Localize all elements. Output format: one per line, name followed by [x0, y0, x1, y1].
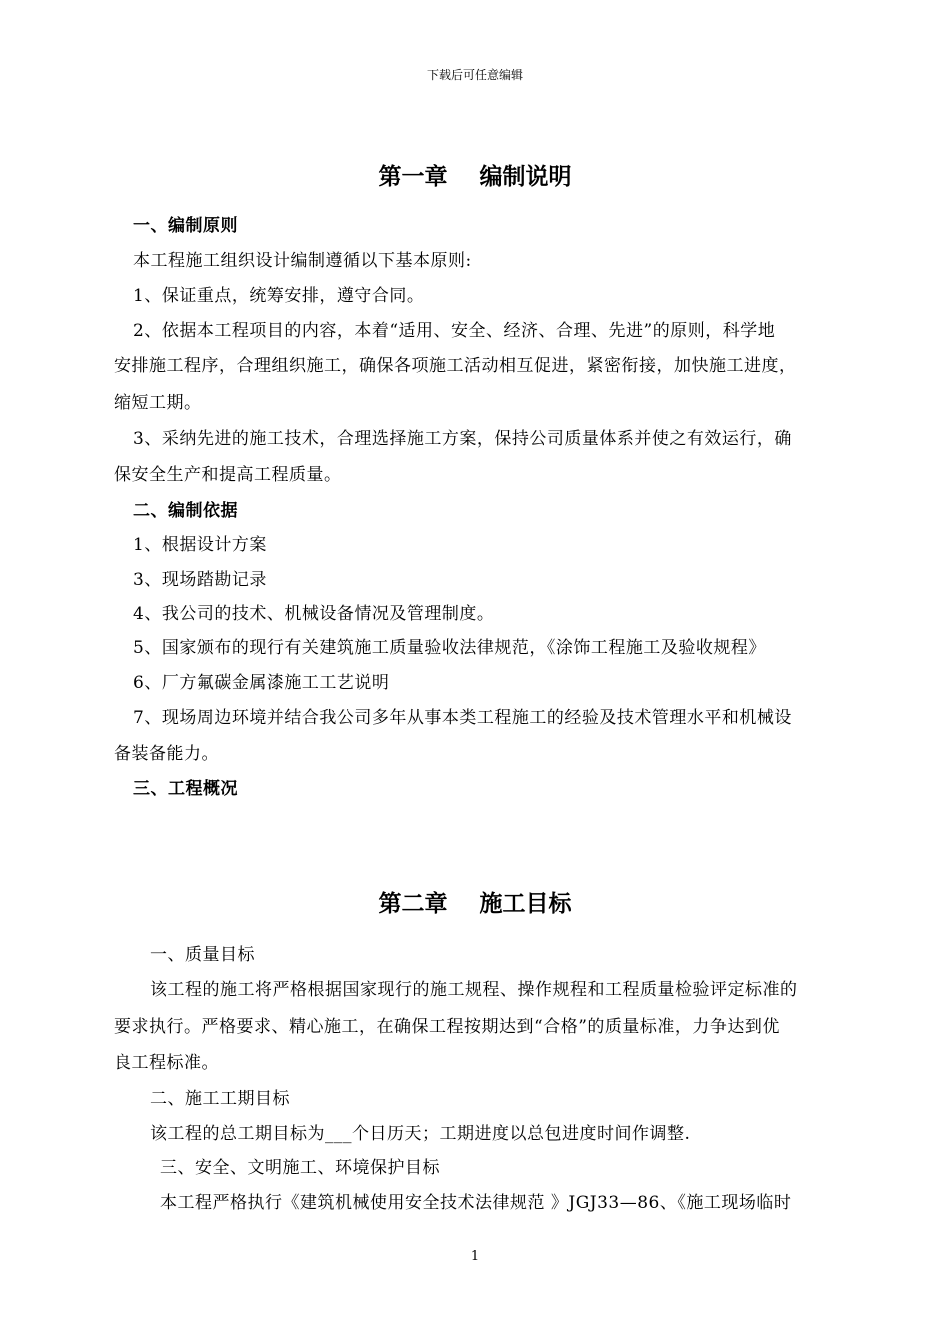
- principles-intro: 本工程施工组织设计编制遵循以下基本原则:: [133, 251, 472, 271]
- principles-item-2-line-3: 缩短工期。: [114, 393, 202, 413]
- section-heading-overview: 三、工程概况: [133, 779, 238, 799]
- section-heading-principles: 一、编制原则: [133, 216, 238, 236]
- quality-goal-line-2: 要求执行。严格要求、精心施工，在确保工程按期达到“合格”的质量标准，力争达到优: [114, 1017, 780, 1037]
- basis-item-1: 1、根据设计方案: [133, 535, 267, 555]
- safety-goal-heading: 三、安全、文明施工、环境保护目标: [160, 1158, 440, 1178]
- safety-goal-line-1: 本工程严格执行《建筑机械使用安全技术法律规范 》JGJ33—86、《施工现场临时: [160, 1193, 792, 1213]
- principles-item-1: 1、保证重点，统筹安排，遵守合同。: [133, 286, 425, 306]
- principles-item-3-line-1: 3、采纳先进的施工技术，合理选择施工方案，保持公司质量体系并使之有效运行，确: [133, 429, 792, 449]
- principles-item-3-line-2: 保安全生产和提高工程质量。: [114, 465, 342, 485]
- schedule-goal-heading: 二、施工工期目标: [150, 1089, 290, 1109]
- chapter-2-title: 第二章 施工目标: [378, 891, 572, 917]
- quality-goal-heading: 一、质量目标: [150, 945, 255, 965]
- section-heading-basis: 二、编制依据: [133, 501, 238, 521]
- page-number: 1: [470, 1249, 480, 1264]
- basis-item-7-line-1: 7、现场周边环境并结合我公司多年从事本类工程施工的经验及技术管理水平和机械设: [133, 708, 792, 728]
- basis-item-7-line-2: 备装备能力。: [114, 744, 219, 764]
- basis-item-5: 5、国家颁布的现行有关建筑施工质量验收法律规范，《涂饰工程施工及验收规程》: [133, 638, 766, 658]
- basis-item-4: 4、我公司的技术、机械设备情况及管理制度。: [133, 604, 495, 624]
- principles-item-2-line-1: 2、依据本工程项目的内容，本着“适用、安全、经济、合理、先进”的原则，科学地: [133, 321, 776, 341]
- quality-goal-line-3: 良工程标准。: [114, 1053, 219, 1073]
- chapter-1-title: 第一章 编制说明: [378, 164, 572, 190]
- quality-goal-line-1: 该工程的施工将严格根据国家现行的施工规程、操作规程和工程质量检验评定标准的: [150, 980, 798, 1000]
- page-header-note: 下载后可任意编辑: [426, 68, 523, 82]
- basis-item-3: 3、现场踏勘记录: [133, 570, 267, 590]
- schedule-goal-line-1: 该工程的总工期目标为___个日历天；工期进度以总包进度时间作调整.: [150, 1124, 691, 1144]
- principles-item-2-line-2: 安排施工程序，合理组织施工，确保各项施工活动相互促进，紧密衔接，加快施工进度，: [114, 356, 797, 376]
- basis-item-6: 6、厂方氟碳金属漆施工工艺说明: [133, 673, 390, 693]
